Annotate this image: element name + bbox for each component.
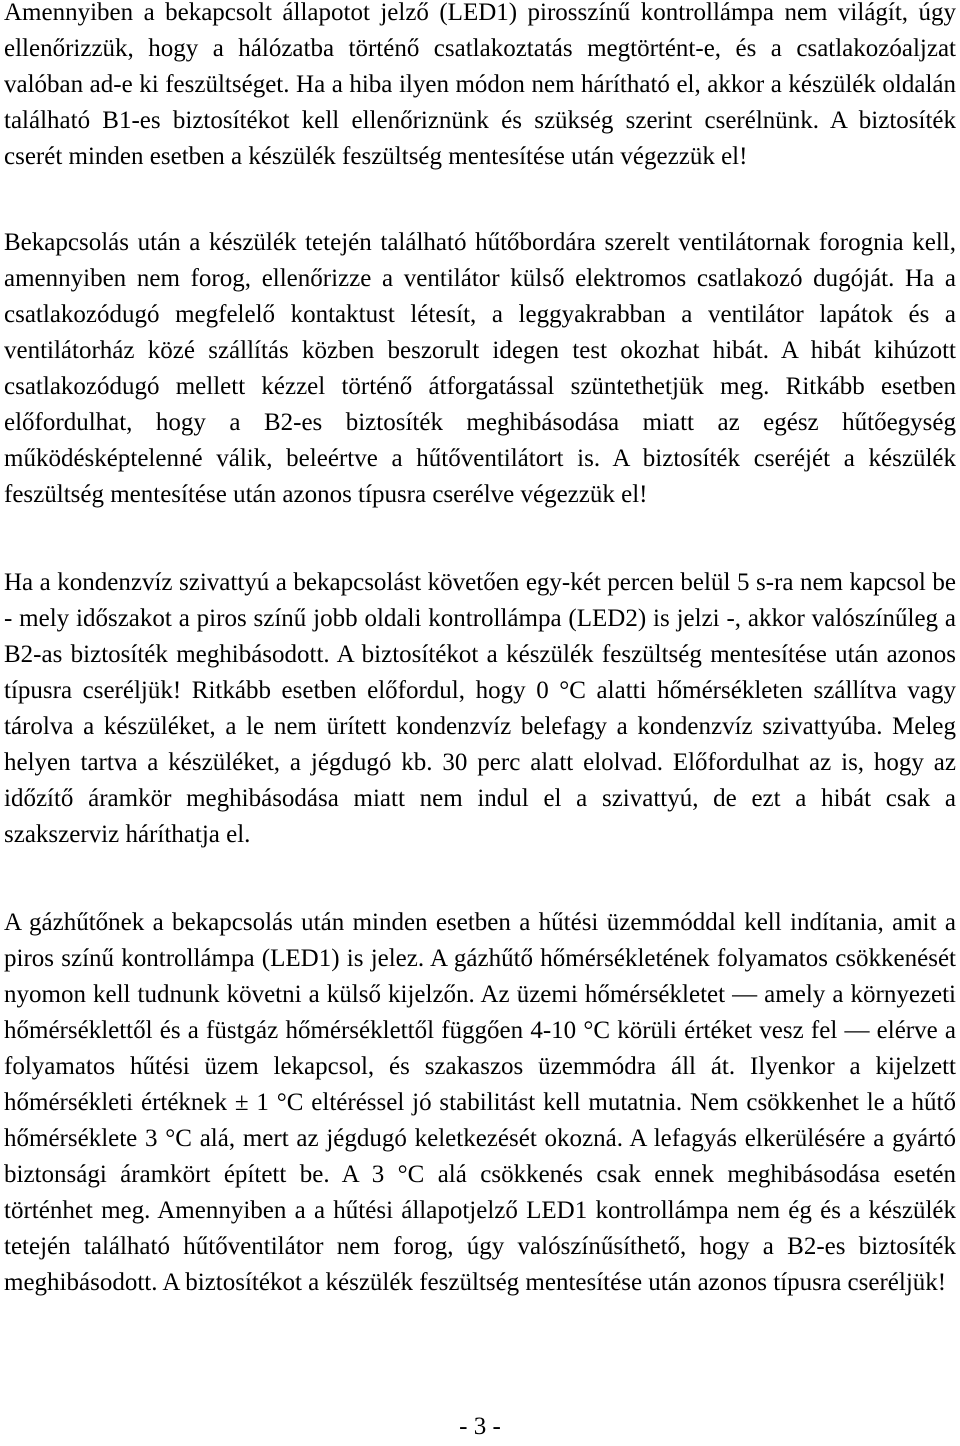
paragraph-gas-cooler: A gázhűtőnek a bekapcsolás után minden esetben a hűtési üzemmóddal kell indítania, amit a piros színű kontrollámpa (LED1) is jelez. A gázhűtő hőmérsékletének folyamatos csökkenését nyomon kell tudnunk követni a külső kijelzőn. Az üzemi hőmérsékletet — amely a környezeti hőmérséklettől és a füstgáz hőmérséklettől függően 4-10 °C körüli értéket vesz fel — elérve a folyamatos hűtési üzem lekapcsol, és szakaszos üzemmódra áll át. Ilyenkor a kijelzett hőmérsékleti értéknek ± 1 °C eltéréssel jó stabilitást kell mutatnia. Nem csökkenhet le a hűtő hőmérséklete 3 °C alá, mert az jégdugó keletkezését okozná. A lefagyás elkerülésére a gyártó biztonsági áramkört épített be. A 3 °C alá csökkenés csak ennek meghibásodása esetén történhet meg. Amennyiben a a hűtési állapotjelző LED1 kontrollámpa nem ég és a készülék tetején található hűtőventilátor nem forog, úgy valószínűsíthető, hogy a B2-es biztosíték meghibásodott. A biztosítékot a készülék feszültség mentesítése után azonos típusra cseréljük! [4, 909, 956, 1296]
paragraph-fan-check: Bekapcsolás után a készülék tetején található hűtőbordára szerelt ventilátornak forognia kell, amennyiben nem forog, ellenőrizze a ventilátor külső elektromos csatlakozó dugóját. Ha a csatlakozódugó megfelelő kontaktust létesít, a leggyakrabban a ventilátor lapátok és a ventilátorház közé szállítás közben beszorult idegen test okozhat hibát. A hibát kihúzott csatlakozódugó mellett kézzel történő átforgatással szüntethetjük meg. Ritkább esetben előfordulhat, hogy a B2-es biztosíték meghibásodása miatt az egész hűtőegység működésképtelenné válik, beleértve a hűtőventilátort is. A biztosíték cseréjét a készülék feszültség mentesítése után azonos típusra cserélve végezzük el! [4, 229, 956, 508]
page-number: - 3 - [459, 1413, 501, 1440]
paragraph-led1-check: Amennyiben a bekapcsolt állapotot jelző (LED1) pirosszínű kontrollámpa nem világít, úgy ellenőrizzük, hogy a hálózatba történő csatlakoztatás megtörtént-e, és a csatlakozóaljzat valóban ad-e ki feszültséget. Ha a hiba ilyen módon nem hárítható el, akkor a készülék oldalán található B1-es biztosítékot kell ellenőriznünk és szükség szerint cserélnünk. A biztosíték cserét minden esetben a készülék feszültség mentesítése után végezzük el! [4, 0, 956, 170]
paragraph-condensate-pump: Ha a kondenzvíz szivattyú a bekapcsolást követően egy-két percen belül 5 s-ra nem kapcsol be - mely időszakot a piros színű jobb oldali kontrollámpa (LED2) is jelzi -, akkor valószínűleg a B2-as biztosíték meghibásodott. A biztosítékot a készülék feszültség mentesítése után azonos típusra cseréljük! Ritkább esetben előfordul, hogy 0 °C alatti hőmérsékleten szállítva vagy tárolva a készüléket, a le nem ürített kondenzvíz belefagy a kondenzvíz szivattyúba. Meleg helyen tartva a készüléket, a jégdugó kb. 30 perc alatt elolvad. Előfordulhat az is, hogy az időzítő áramkör meghibásodása miatt nem indul el a szivattyú, de ezt a hibát csak a szakszerviz háríthatja el. [4, 569, 956, 848]
